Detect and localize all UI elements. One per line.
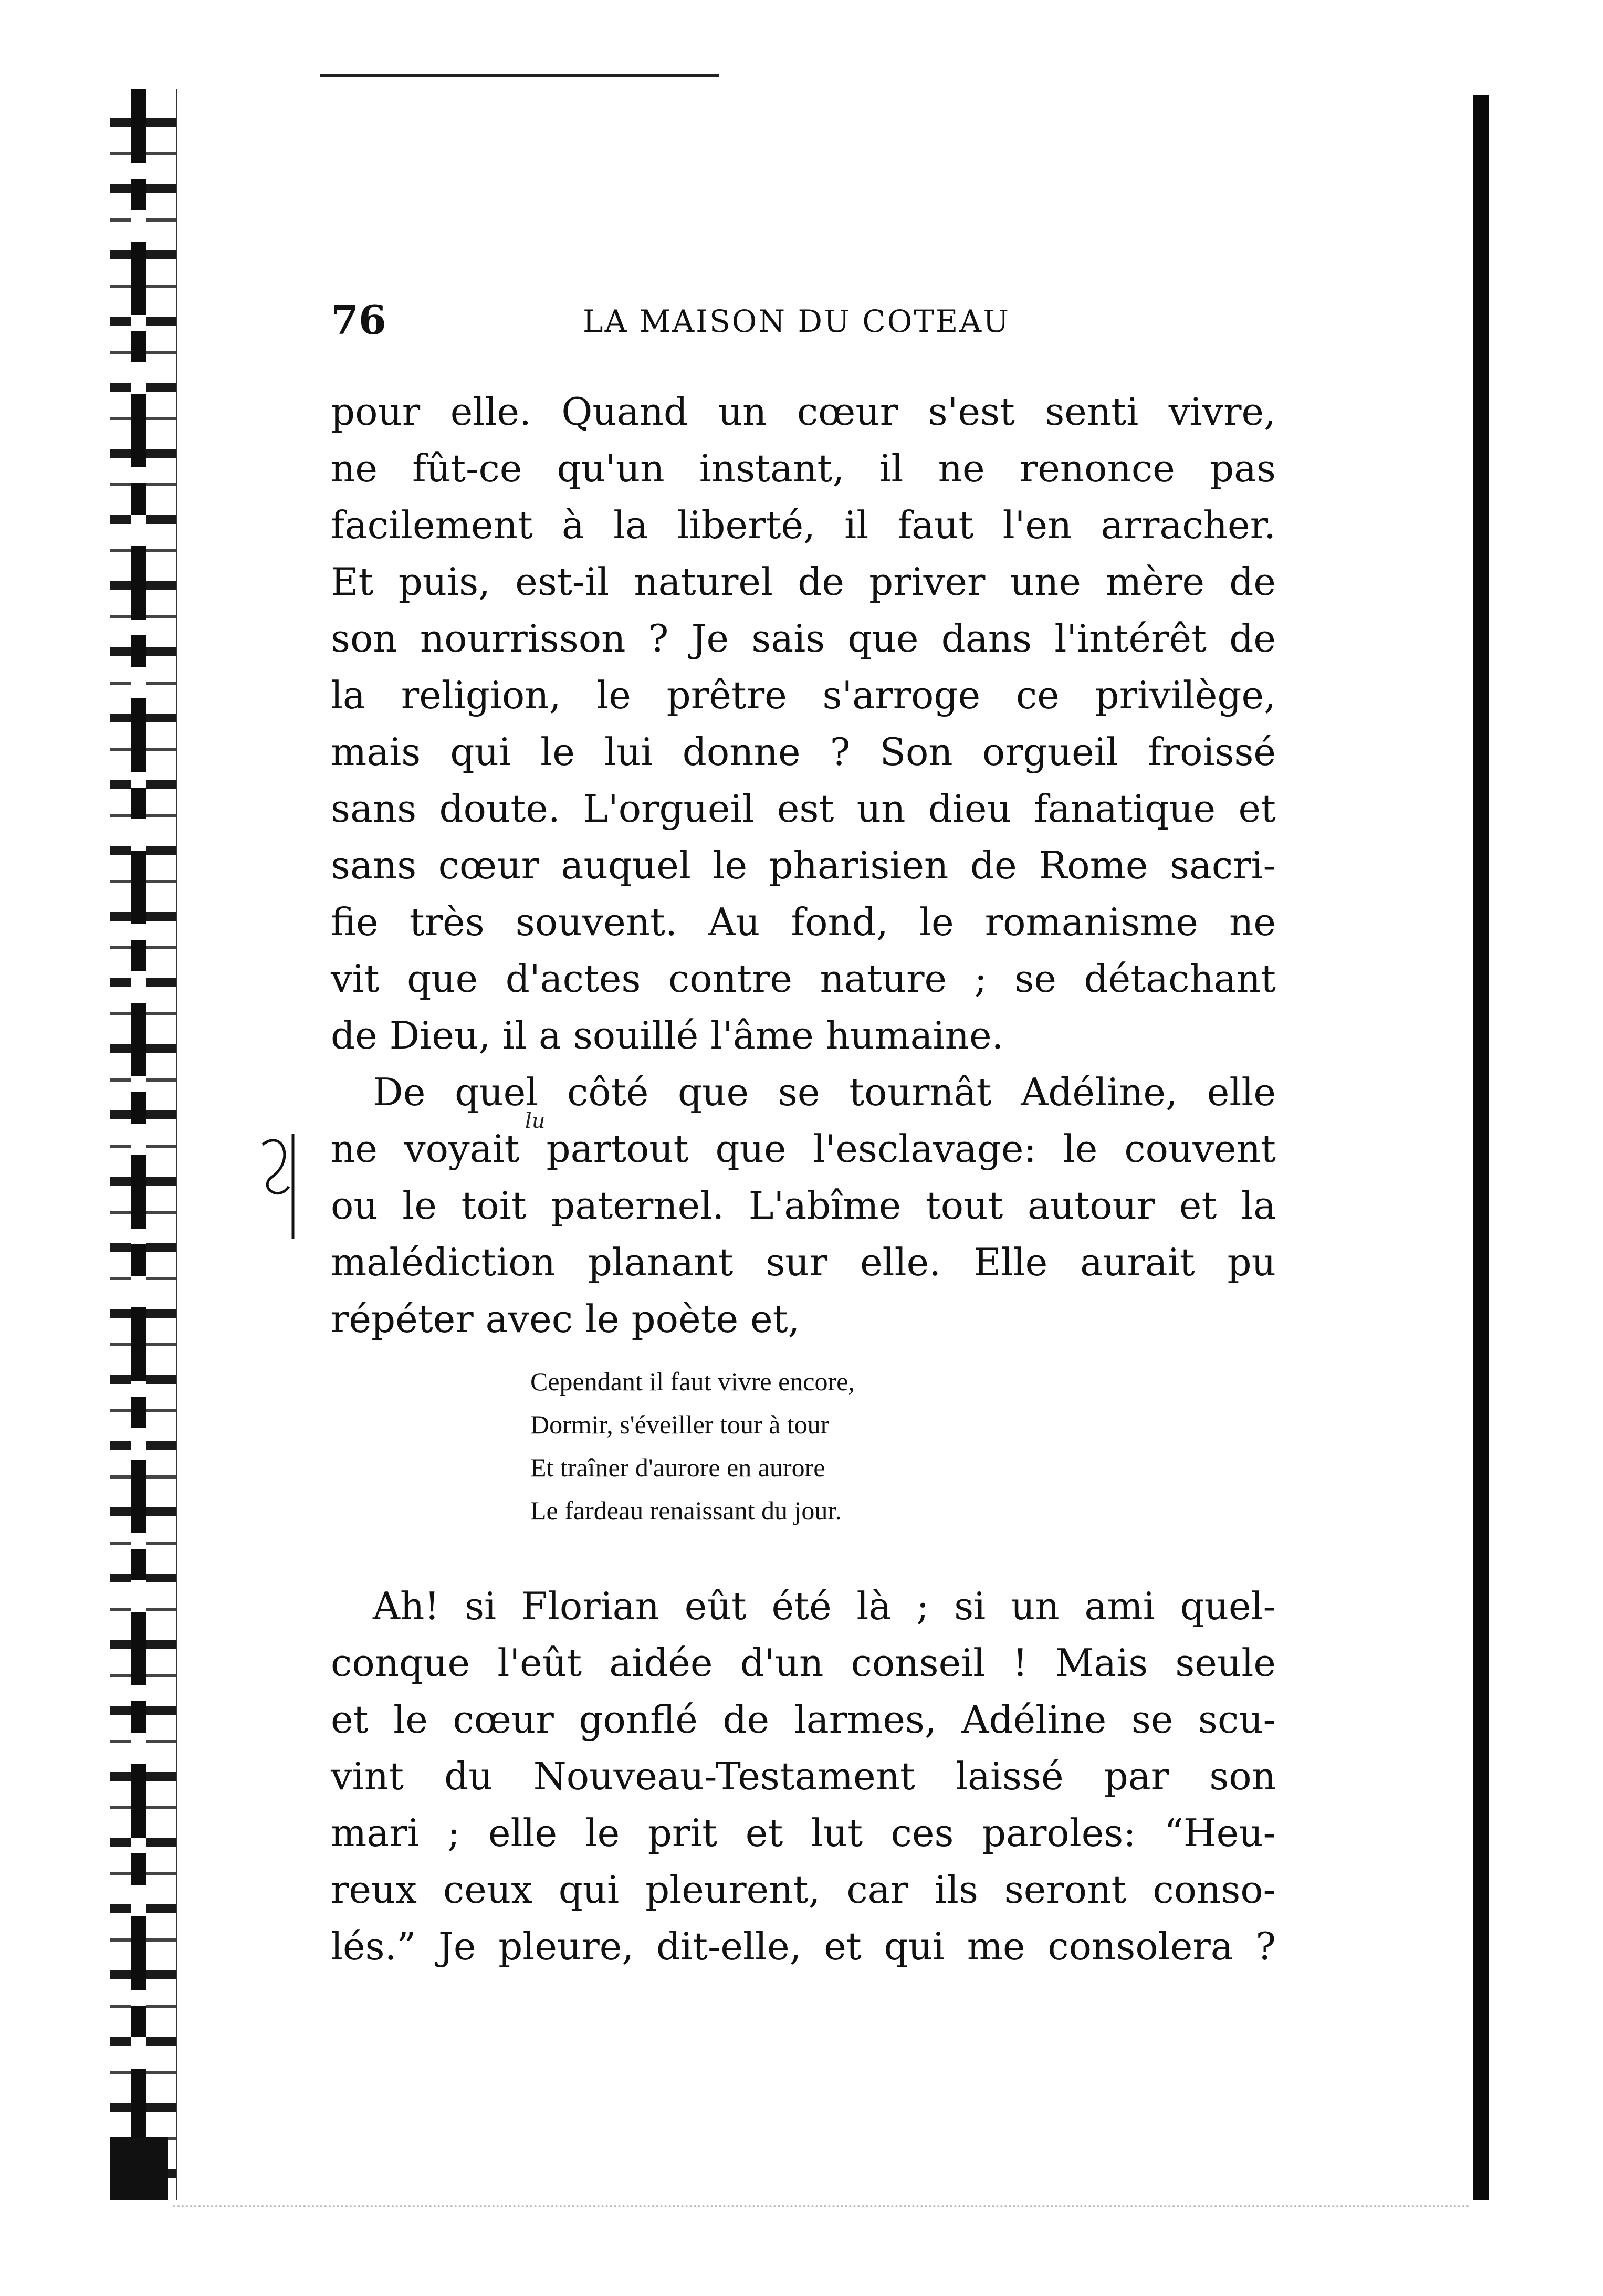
scan-top-rule xyxy=(320,74,719,77)
text-line: la religion, le prêtre s'arroge ce privilège, xyxy=(331,673,1276,717)
verse-line: Cependant il faut vivre encore, xyxy=(530,1367,855,1396)
text-line: sans cœur auquel le pharisien de Rome sacri- xyxy=(331,843,1276,887)
text-line: reux ceux qui pleurent, car ils seront conso- xyxy=(331,1868,1276,1912)
text-line: malédiction planant sur elle. Elle aurait pu xyxy=(331,1240,1276,1284)
page-header xyxy=(331,294,1355,347)
text-line: ou le toit paternel. L'abîme tout autour et la xyxy=(331,1183,1276,1228)
scan-corner-shadow xyxy=(110,2137,168,2200)
verse-line: Dormir, s'éveiller tour à tour xyxy=(530,1410,830,1439)
text-line: pour elle. Quand un cœur s'est senti vivre, xyxy=(331,390,1276,434)
verse-line: Le fardeau renaissant du jour. xyxy=(530,1496,842,1525)
handwritten-margin-mark xyxy=(252,1124,299,1244)
running-title: LA MAISON DU COTEAU xyxy=(583,303,1011,339)
text-line: répéter avec le poète et, xyxy=(331,1297,800,1341)
page-number: 76 xyxy=(331,297,386,343)
text-line: lés.” Je pleure, dit-elle, et qui me consolera ? xyxy=(331,1924,1276,1968)
text-line: son nourrisson ? Je sais que dans l'intérêt de xyxy=(331,616,1276,661)
text-line: mari ; elle le prit et lut ces paroles: “Heu- xyxy=(331,1811,1276,1855)
text-line: conque l'eût aidée d'un conseil ! Mais seule xyxy=(331,1641,1276,1685)
text-line: ne fût-ce qu'un instant, il ne renonce pas xyxy=(331,446,1276,490)
scan-bottom-edge xyxy=(173,2205,1470,2207)
text-line: De quel côté que se tournât Adéline, elle xyxy=(373,1070,1276,1114)
text-line: sans doute. L'orgueil est un dieu fanatique et xyxy=(331,787,1276,831)
scan-right-edge xyxy=(1473,95,1489,2200)
scan-left-margin xyxy=(110,89,177,2200)
text-line: de Dieu, il a souillé l'âme humaine. xyxy=(331,1013,1004,1057)
text-line: Et puis, est-il naturel de priver une mère de xyxy=(331,560,1276,604)
text-line: facilement à la liberté, il faut l'en arracher. xyxy=(331,503,1276,547)
text-line: mais qui le lui donne ? Son orgueil froissé xyxy=(331,730,1276,774)
text-line: vit que d'actes contre nature ; se détachant xyxy=(331,957,1276,1001)
verse-line: Et traîner d'aurore en aurore xyxy=(530,1453,825,1482)
text-line: Ah! si Florian eût été là ; si un ami quel- xyxy=(373,1584,1276,1628)
text-line: vint du Nouveau-Testament laissé par son xyxy=(331,1754,1276,1798)
text-line: ne voyait partout que l'esclavage: le couvent xyxy=(331,1127,1276,1171)
text-line: fie très souvent. Au fond, le romanisme ne xyxy=(331,900,1276,944)
text-line: et le cœur gonflé de larmes, Adéline se scu- xyxy=(331,1697,1276,1742)
handwritten-interlinear-note: lu xyxy=(525,1109,546,1133)
verse-quotation xyxy=(530,1360,1055,1532)
